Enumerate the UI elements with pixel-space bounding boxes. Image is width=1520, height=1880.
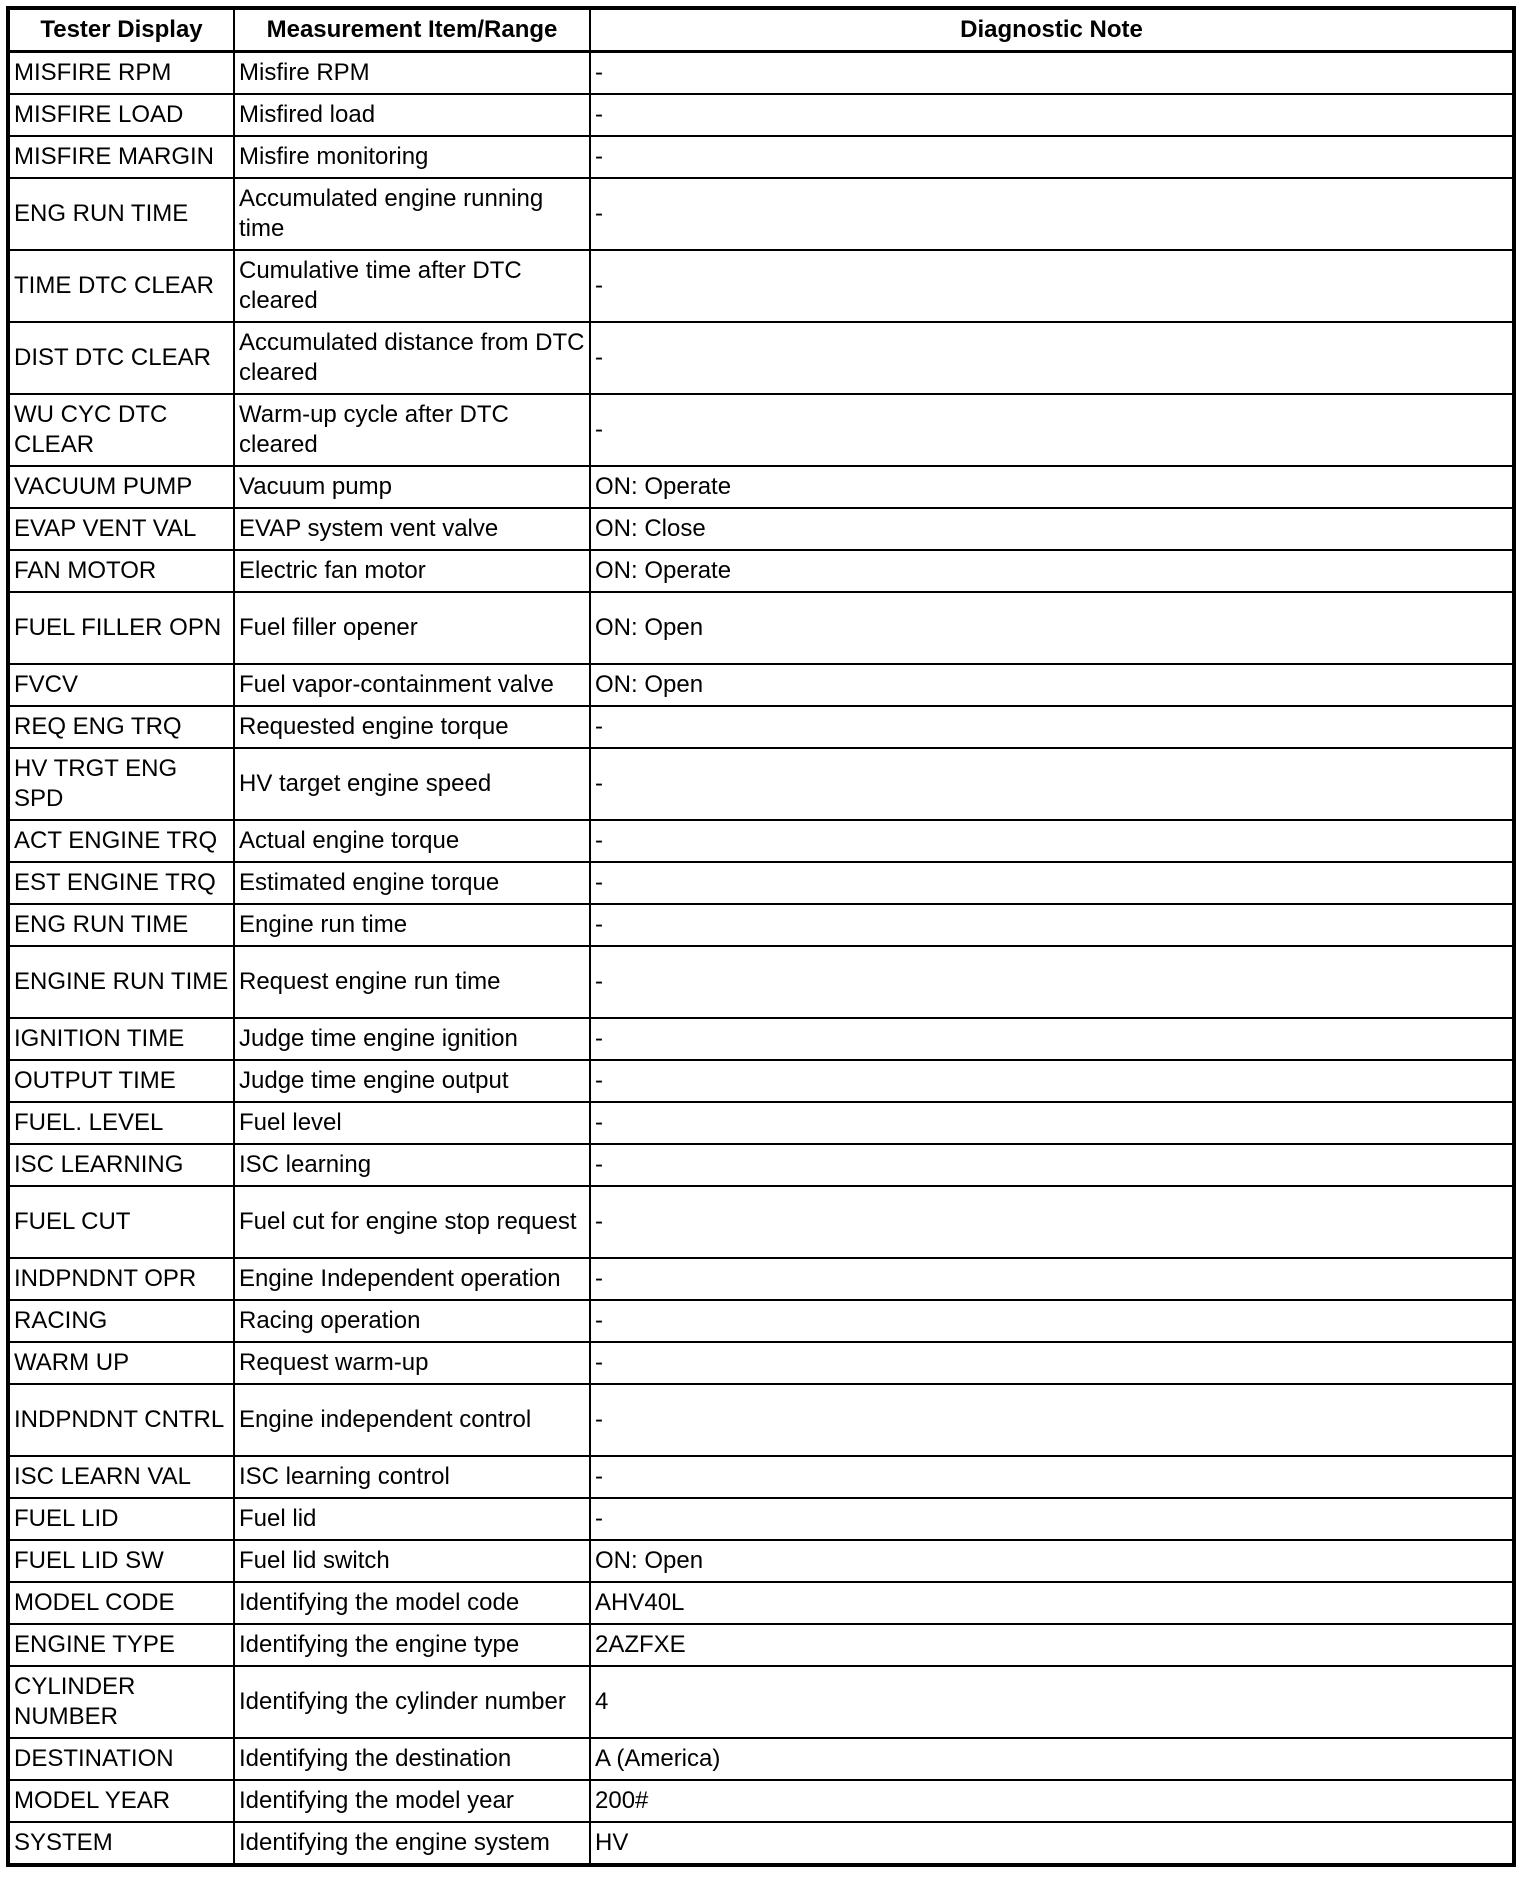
table-row <box>8 592 1514 664</box>
diagnostic-note-cell: ON: Open <box>590 592 1514 664</box>
measurement-item-cell: Fuel cut for engine stop request <box>234 1186 590 1258</box>
table-row <box>8 1666 1514 1738</box>
table-row <box>8 1456 1514 1498</box>
diagnostic-note-cell: - <box>590 820 1514 862</box>
diagnostic-note-cell: - <box>590 178 1514 250</box>
tester-display-cell: WU CYC DTC CLEAR <box>8 394 234 466</box>
diagnostic-note-cell: ON: Close <box>590 508 1514 550</box>
diagnostic-note-cell: - <box>590 1018 1514 1060</box>
table-row <box>8 1384 1514 1456</box>
tester-display-cell: ENGINE TYPE <box>8 1624 234 1666</box>
diagnostic-note-cell: ON: Open <box>590 664 1514 706</box>
tester-display-cell: MISFIRE MARGIN <box>8 136 234 178</box>
table-row <box>8 136 1514 178</box>
table-row <box>8 1060 1514 1102</box>
table-row <box>8 820 1514 862</box>
tester-display-cell: REQ ENG TRQ <box>8 706 234 748</box>
table-row <box>8 904 1514 946</box>
measurement-item-cell: Identifying the engine type <box>234 1624 590 1666</box>
diagnostic-note-cell: - <box>590 322 1514 394</box>
measurement-item-cell: Identifying the model year <box>234 1780 590 1822</box>
diagnostic-note-cell: - <box>590 1144 1514 1186</box>
diagnostic-note-cell: - <box>590 1384 1514 1456</box>
table-row <box>8 706 1514 748</box>
table-row <box>8 466 1514 508</box>
measurement-item-cell: Request warm-up <box>234 1342 590 1384</box>
measurement-item-cell: Judge time engine output <box>234 1060 590 1102</box>
measurement-item-cell: Fuel vapor-containment valve <box>234 664 590 706</box>
table-row <box>8 52 1514 95</box>
table-row <box>8 748 1514 820</box>
measurement-item-cell: Misfired load <box>234 94 590 136</box>
tester-display-cell: FAN MOTOR <box>8 550 234 592</box>
tester-display-cell: ACT ENGINE TRQ <box>8 820 234 862</box>
tester-display-cell: MISFIRE RPM <box>8 52 234 95</box>
diagnostic-note-cell: - <box>590 136 1514 178</box>
tester-display-cell: WARM UP <box>8 1342 234 1384</box>
diagnostic-note-cell: 2AZFXE <box>590 1624 1514 1666</box>
table-row <box>8 1258 1514 1300</box>
diagnostic-note-cell: - <box>590 1060 1514 1102</box>
diagnostic-note-cell: - <box>590 1300 1514 1342</box>
table-row <box>8 1540 1514 1582</box>
column-header-measurement-item: Measurement Item/Range <box>234 8 590 52</box>
data-list-table <box>6 6 1516 1867</box>
tester-display-cell: FUEL. LEVEL <box>8 1102 234 1144</box>
diagnostic-note-cell: - <box>590 748 1514 820</box>
diagnostic-note-cell: 4 <box>590 1666 1514 1738</box>
diagnostic-note-cell: - <box>590 862 1514 904</box>
tester-display-cell: EST ENGINE TRQ <box>8 862 234 904</box>
diagnostic-note-cell: - <box>590 250 1514 322</box>
tester-display-cell: CYLINDER NUMBER <box>8 1666 234 1738</box>
tester-display-cell: MODEL CODE <box>8 1582 234 1624</box>
tester-display-cell: FUEL FILLER OPN <box>8 592 234 664</box>
diagnostic-note-cell: ON: Open <box>590 1540 1514 1582</box>
measurement-item-cell: Racing operation <box>234 1300 590 1342</box>
tester-display-cell: TIME DTC CLEAR <box>8 250 234 322</box>
table-row <box>8 1342 1514 1384</box>
table-row <box>8 178 1514 250</box>
diagnostic-note-cell: A (America) <box>590 1738 1514 1780</box>
measurement-item-cell: Misfire monitoring <box>234 136 590 178</box>
tester-display-cell: OUTPUT TIME <box>8 1060 234 1102</box>
tester-display-cell: FUEL CUT <box>8 1186 234 1258</box>
table-row <box>8 862 1514 904</box>
diagnostic-note-cell: ON: Operate <box>590 550 1514 592</box>
table-row <box>8 508 1514 550</box>
diagnostic-note-cell: - <box>590 52 1514 95</box>
diagnostic-data-sheet <box>6 6 1512 1876</box>
tester-display-cell: ISC LEARNING <box>8 1144 234 1186</box>
tester-display-cell: ISC LEARN VAL <box>8 1456 234 1498</box>
table-row <box>8 664 1514 706</box>
measurement-item-cell: EVAP system vent valve <box>234 508 590 550</box>
diagnostic-note-cell: - <box>590 1186 1514 1258</box>
measurement-item-cell: Identifying the engine system <box>234 1822 590 1865</box>
tester-display-cell: SYSTEM <box>8 1822 234 1865</box>
measurement-item-cell: Vacuum pump <box>234 466 590 508</box>
diagnostic-note-cell: - <box>590 1258 1514 1300</box>
measurement-item-cell: Fuel level <box>234 1102 590 1144</box>
measurement-item-cell: Identifying the destination <box>234 1738 590 1780</box>
measurement-item-cell: Engine independent control <box>234 1384 590 1456</box>
measurement-item-cell: Warm-up cycle after DTC cleared <box>234 394 590 466</box>
table-body <box>8 52 1514 1866</box>
table-row <box>8 1144 1514 1186</box>
tester-display-cell: ENG RUN TIME <box>8 904 234 946</box>
measurement-item-cell: Accumulated engine running time <box>234 178 590 250</box>
measurement-item-cell: Judge time engine ignition <box>234 1018 590 1060</box>
measurement-item-cell: Electric fan motor <box>234 550 590 592</box>
measurement-item-cell: Engine run time <box>234 904 590 946</box>
tester-display-cell: DESTINATION <box>8 1738 234 1780</box>
measurement-item-cell: Identifying the model code <box>234 1582 590 1624</box>
table-row <box>8 1822 1514 1865</box>
table-row <box>8 1300 1514 1342</box>
table-row <box>8 550 1514 592</box>
diagnostic-note-cell: 200# <box>590 1780 1514 1822</box>
measurement-item-cell: Fuel lid <box>234 1498 590 1540</box>
tester-display-cell: MISFIRE LOAD <box>8 94 234 136</box>
table-row <box>8 1102 1514 1144</box>
table-row <box>8 1186 1514 1258</box>
tester-display-cell: IGNITION TIME <box>8 1018 234 1060</box>
tester-display-cell: VACUUM PUMP <box>8 466 234 508</box>
tester-display-cell: MODEL YEAR <box>8 1780 234 1822</box>
tester-display-cell: ENGINE RUN TIME <box>8 946 234 1018</box>
measurement-item-cell: ISC learning control <box>234 1456 590 1498</box>
tester-display-cell: INDPNDNT OPR <box>8 1258 234 1300</box>
diagnostic-note-cell: - <box>590 1102 1514 1144</box>
table-header-row <box>8 8 1514 52</box>
diagnostic-note-cell: ON: Operate <box>590 466 1514 508</box>
table-row <box>8 94 1514 136</box>
table-row <box>8 1738 1514 1780</box>
tester-display-cell: DIST DTC CLEAR <box>8 322 234 394</box>
measurement-item-cell: Misfire RPM <box>234 52 590 95</box>
measurement-item-cell: Fuel lid switch <box>234 1540 590 1582</box>
diagnostic-note-cell: - <box>590 706 1514 748</box>
diagnostic-note-cell: - <box>590 904 1514 946</box>
measurement-item-cell: ISC learning <box>234 1144 590 1186</box>
measurement-item-cell: Cumulative time after DTC cleared <box>234 250 590 322</box>
diagnostic-note-cell: - <box>590 1498 1514 1540</box>
table-row <box>8 322 1514 394</box>
measurement-item-cell: Actual engine torque <box>234 820 590 862</box>
measurement-item-cell: HV target engine speed <box>234 748 590 820</box>
tester-display-cell: HV TRGT ENG SPD <box>8 748 234 820</box>
measurement-item-cell: Accumulated distance from DTC cleared <box>234 322 590 394</box>
table-row <box>8 1624 1514 1666</box>
tester-display-cell: FVCV <box>8 664 234 706</box>
measurement-item-cell: Fuel filler opener <box>234 592 590 664</box>
measurement-item-cell: Request engine run time <box>234 946 590 1018</box>
table-row <box>8 1582 1514 1624</box>
tester-display-cell: EVAP VENT VAL <box>8 508 234 550</box>
tester-display-cell: ENG RUN TIME <box>8 178 234 250</box>
measurement-item-cell: Requested engine torque <box>234 706 590 748</box>
tester-display-cell: FUEL LID <box>8 1498 234 1540</box>
column-header-diagnostic-note: Diagnostic Note <box>590 8 1514 52</box>
tester-display-cell: FUEL LID SW <box>8 1540 234 1582</box>
diagnostic-note-cell: - <box>590 946 1514 1018</box>
measurement-item-cell: Estimated engine torque <box>234 862 590 904</box>
column-header-tester-display: Tester Display <box>8 8 234 52</box>
table-row <box>8 250 1514 322</box>
tester-display-cell: RACING <box>8 1300 234 1342</box>
measurement-item-cell: Identifying the cylinder number <box>234 1666 590 1738</box>
measurement-item-cell: Engine Independent operation <box>234 1258 590 1300</box>
tester-display-cell: INDPNDNT CNTRL <box>8 1384 234 1456</box>
diagnostic-note-cell: - <box>590 394 1514 466</box>
table-row <box>8 1498 1514 1540</box>
diagnostic-note-cell: - <box>590 1342 1514 1384</box>
table-row <box>8 946 1514 1018</box>
table-row <box>8 394 1514 466</box>
diagnostic-note-cell: - <box>590 1456 1514 1498</box>
table-row <box>8 1018 1514 1060</box>
diagnostic-note-cell: - <box>590 94 1514 136</box>
table-row <box>8 1780 1514 1822</box>
diagnostic-note-cell: HV <box>590 1822 1514 1865</box>
diagnostic-note-cell: AHV40L <box>590 1582 1514 1624</box>
